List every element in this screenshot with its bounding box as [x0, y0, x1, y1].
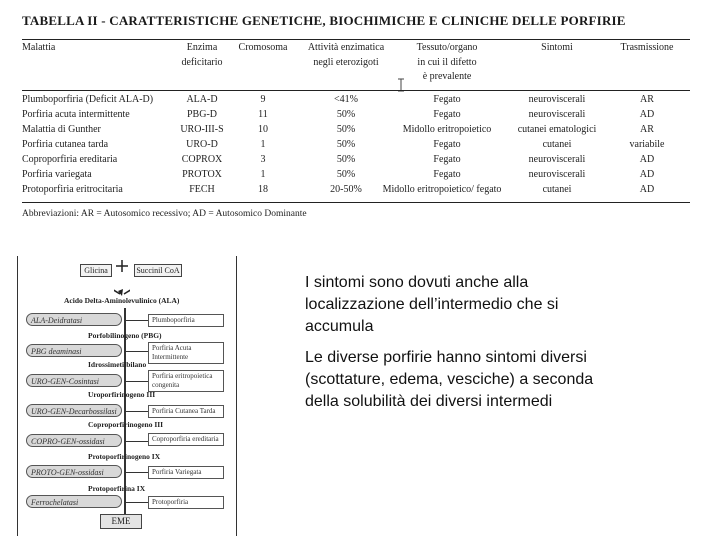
- table-top-rule: [22, 39, 690, 40]
- table-row: Protoporfiria eritrocitaria FECH 18 20-50% Midollo eritropoietico/ fegato cutanei AD: [22, 184, 655, 195]
- table-row: Porfiria cutanea tarda URO-D 1 50% Fegato cutanei variabile: [22, 139, 665, 150]
- intermediate-protoporfirina: Protoporfirina IX: [88, 484, 146, 493]
- enzyme-proto-gen-ossidasi: PROTO-GEN-ossidasi: [26, 465, 122, 478]
- table-row: Porfiria variegata PROTOX 1 50% Fegato neuroviscerali AD: [22, 169, 655, 180]
- table-bottom-rule: [22, 202, 690, 203]
- intermediate-idrossimetilbilano: Idrossimetilbilano: [88, 360, 147, 369]
- enzyme-copro-gen-ossidasi: COPRO-GEN-ossidasi: [26, 434, 122, 447]
- substrate-succinil-coa: Succinil CoA: [134, 264, 182, 277]
- disease-pct: Porfiria Cutanea Tarda: [148, 405, 224, 418]
- paragraph-sintomi: Le diverse porfirie hanno sintomi diversi (scottature, edema, vesciche) a seconda della solubilità dei diversi intermedi: [305, 349, 594, 410]
- header-enzima: Enzima deficitario: [181, 42, 223, 68]
- heme-pathway-figure: [17, 256, 237, 536]
- product-eme: EME: [100, 514, 142, 529]
- disease-plumboporfiria: Plumboporfiria: [148, 314, 224, 327]
- enzyme-pbg-deaminasi: PBG deaminasi: [26, 344, 122, 357]
- enzyme-ala-deidratasi: ALA-Deidratasi: [26, 313, 122, 326]
- porphyria-table: [22, 8, 694, 230]
- header-cromosoma: Cromosoma: [238, 42, 288, 53]
- enzyme-ferrochelatasi: Ferrochelatasi: [26, 495, 122, 508]
- explanation-text: [305, 272, 625, 422]
- intermediate-coproporfirinogeno: Coproporfirinogeno III: [88, 420, 164, 429]
- intermediate-uroporfirinogeno: Uroporfirinogeno III: [88, 390, 156, 399]
- disease-protoporfiria: Protoporfiria: [148, 496, 224, 509]
- table-header-rule: [22, 90, 690, 91]
- intermediate-pbg: Porfobilinogeno (PBG): [88, 331, 162, 340]
- header-attivita: Attività enzimatica negli eterozigoti: [307, 42, 385, 68]
- header-tessuto: Tessuto/organo in cui il difetto è prevalente: [416, 42, 478, 82]
- table-row: Porfiria acuta intermittente PBG-D 11 50% Fegato neuroviscerali AD: [22, 109, 655, 120]
- paragraph-localizzazione: I sintomi sono dovuti anche alla localizzazione dell’intermedio che si accumula: [305, 274, 559, 335]
- header-malattia: Malattia: [22, 42, 56, 53]
- table-title: TABELLA II - CARATTERISTICHE GENETICHE, BIOCHIMICHE E CLINICHE DELLE PORFIRIE: [22, 13, 626, 28]
- intermediate-protoporfirinogeno: Protoporfirinogeno IX: [88, 452, 161, 461]
- plus-arrows-icon: [114, 258, 130, 298]
- enzyme-uro-gen-cosintasi: URO-GEN-Cosintasi: [26, 374, 122, 387]
- header-trasmissione: Trasmissione: [620, 42, 674, 53]
- header-sintomi: Sintomi: [541, 42, 573, 53]
- substrate-glicina: Glicina: [80, 264, 112, 277]
- enzyme-uro-gen-decarbossilasi: URO-GEN-Decarbossilasi: [26, 404, 122, 417]
- table-abbreviations: Abbreviazioni: AR = Autosomico recessivo; AD = Autosomico Dominante: [22, 209, 307, 219]
- disease-coproporfiria: Coproporfiria ereditaria: [148, 433, 224, 446]
- disease-gunther: Porfiria eritropoietica congenita: [148, 370, 224, 392]
- table-row: Malattia di Gunther URO-III-S 10 50% Midollo eritropoietico cutanei ematologici AR: [22, 124, 654, 135]
- intermediate-ala: Acido Delta-Aminolevulinico (ALA): [64, 296, 180, 305]
- disease-variegata: Porfiria Variegata: [148, 466, 224, 479]
- table-row: Coproporfiria ereditaria COPROX 3 50% Fegato neuroviscerali AD: [22, 154, 655, 165]
- disease-pai: Porfiria Acuta Intermittente: [148, 342, 224, 364]
- table-row: Plumboporfiria (Deficit ALA-D) ALA-D 9 <41% Fegato neuroviscerali AR: [22, 94, 654, 105]
